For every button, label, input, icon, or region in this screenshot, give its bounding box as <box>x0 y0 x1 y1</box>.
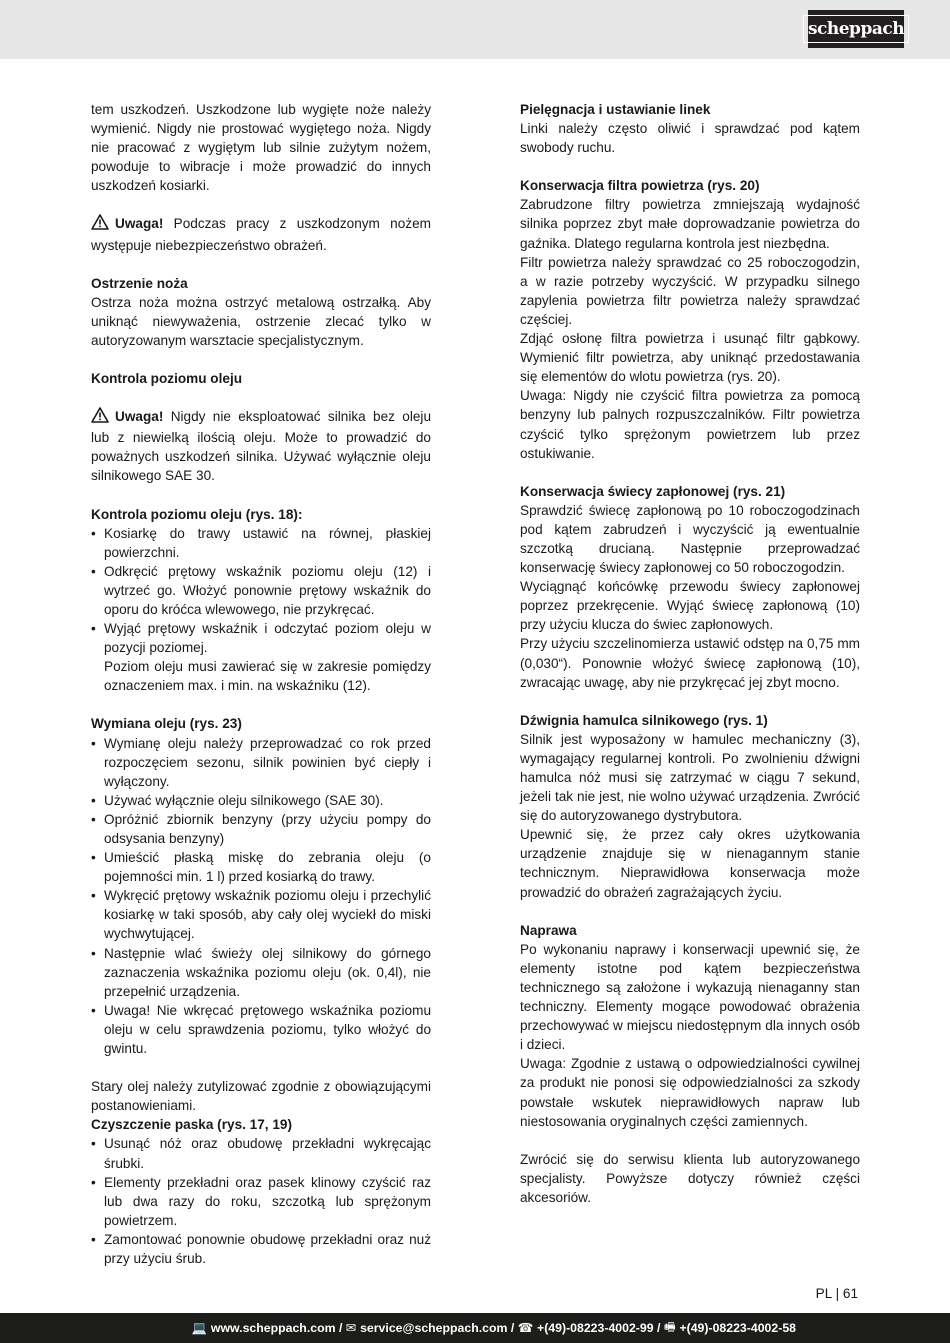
sharpen-heading: Ostrzenie noża <box>91 275 188 291</box>
warning-text: Podczas pracy z uszkodzonym nożem występuje niebezpieczeństwo obrażeń. <box>91 216 431 253</box>
list-item: • Kosiarkę do trawy ustawić na równej, płaskiej powierzchni. <box>91 524 431 562</box>
filter-heading: Konserwacja filtra powietrza (rys. 20) <box>520 178 760 194</box>
warning-triangle-icon <box>91 407 109 428</box>
warning-triangle-icon <box>91 214 109 235</box>
page-footer <box>0 1313 950 1343</box>
list-item-text: Wyjąć prętowy wskaźnik i odczytać poziom oleju w pozycji poziomej. <box>104 621 431 656</box>
filter-paragraph: Filtr powietrza należy sprawdzać co 25 roboczogodzin, a w razie potrzeby wyczyścić. W przypadku silnego zapylenia powietrza filtr powietrza należy sprawdzać częściej. <box>520 254 860 327</box>
warning-blade <box>91 214 431 254</box>
footer-website[interactable]: www.scheppach.com <box>210 1321 336 1335</box>
repair-heading: Naprawa <box>520 922 577 938</box>
left-column <box>91 100 431 1268</box>
filter-paragraph: Uwaga: Nigdy nie czyścić filtra powietrza za pomocą benzyny lub palnych rozpuszczalników. Filtr powietrza czyścić tylko sprężonym powietrzem lub przez ostukiwanie. <box>520 388 860 461</box>
computer-icon: 💻 <box>191 1320 207 1335</box>
spark-plug-paragraph: Sprawdzić świecę zapłonową po 10 roboczogodzinach pod kątem zabrudzeń i wyczyścić ją ewentualnie szczotką drucianą. Następnie przeprowadzać konserwację świecy zapłonowej co 50 roboczogodzin. <box>520 502 860 576</box>
brand-logo <box>808 10 904 48</box>
oil-change-list <box>91 734 431 1059</box>
list-item: • Zamontować ponownie obudowę przekładni oraz nuż przy użyciu śrub. <box>91 1230 431 1268</box>
belt-heading: Czyszczenie paska (rys. 17, 19) <box>91 1117 292 1133</box>
intro-paragraph: tem uszkodzeń. Uszkodzone lub wygięte noże należy wymienić. Nigdy nie prostować wygiętego noża. Nigdy nie pracować z wygiętym lub silnie zużytym nożem, powoduje to wibracje i może prowadzić do innych uszkodzeń kosiarki. <box>91 102 431 194</box>
spark-plug-paragraph: Wyciągnąć końcówkę przewodu świecy zapłonowej poprzez przekręcenie. Wyjąć świecę zapłonową (10) przy użyciu klucza do świec zapłonowych. <box>520 579 860 633</box>
cables-heading: Pielęgnacja i ustawianie linek <box>520 102 711 117</box>
footer-email[interactable]: service@scheppach.com <box>360 1321 508 1335</box>
page-number: PL | 61 <box>815 1286 858 1301</box>
right-column <box>520 100 860 1207</box>
brake-paragraph: Silnik jest wyposażony w hamulec mechaniczny (3), wymagający regularnej kontroli. Po zwolnieniu dźwigni hamulca nóż musi się zatrzymać w ciągu 7 sekund, jeżeli tak nie jest, nie wolno używać urządzenia. Zwrócić się do autoryzowanego dystrybutora. <box>520 731 860 824</box>
list-item: • Wymianę oleju należy przeprowadzać co rok przed rozpoczęciem sezonu, silnik powinien być ciepły i wyłączony. <box>91 734 431 791</box>
filter-paragraph: Zdjąć osłonę filtra powietrza i usunąć filtr gąbkowy. Wymienić filtr powietrza, aby uniknąć przedostawania się elementów do wlotu powietrza (rys. 20). <box>520 331 860 385</box>
sharpen-paragraph: Ostrza noża można ostrzyć metalową ostrzałką. Aby uniknąć niewyważenia, ostrzenie zlecać tylko w autoryzowanym warsztacie specjalistycznym. <box>91 294 431 348</box>
oil-check-list <box>91 524 431 696</box>
repair-paragraph: Po wykonaniu naprawy i konserwacji upewnić się, że elementy istotne pod kątem bezpieczeństwa technicznego są założone i wykazują nienaganny stan techniczny. Elementy mogące powodować obrażenia przechowywać w miejscu niedostępnym dla innych osób i dzieci. <box>520 941 860 1053</box>
spark-plug-paragraph: Przy użyciu szczelinomierza ustawić odstęp na 0,75 mm (0,030“). Ponownie włożyć świecę zapłonową (10), zwracając uwagę, aby nie przykręcać jej zbyt mocno. <box>520 636 860 690</box>
footer-separator: / <box>507 1321 518 1335</box>
list-item <box>91 619 431 695</box>
oil-level-note: Poziom oleju musi zawierać się w zakresie pomiędzy oznaczeniem max. i min. na wskaźniku (12). <box>104 659 431 694</box>
list-item: • Używać wyłącznie oleju silnikowego (SAE 30). <box>91 791 431 810</box>
warning-oil <box>91 407 431 485</box>
fax-icon: 🖷 <box>663 1319 676 1334</box>
warning-label: Uwaga! <box>115 409 164 425</box>
service-paragraph: Zwrócić się do serwisu klienta lub autoryzowanego specjalisty. Powyższe dotyczy również części akcesoriów. <box>520 1151 860 1205</box>
list-item: • Usunąć nóż oraz obudowę przekładni wykręcając śrubki. <box>91 1134 431 1172</box>
filter-paragraph: Zabrudzone filtry powietrza zmniejszają wydajność silnika poprzez zbyt małe doprowadzanie powietrza do gaźnika. Dlatego regularna kontrola jest niezbędna. <box>520 197 860 251</box>
brake-paragraph: Upewnić się, że przez cały okres użytkowania urządzenie znajduje się w nienagannym stanie technicznym. Nieprawidłowa konserwacja może prowadzić do obrażeń zagrażających życiu. <box>520 827 860 900</box>
footer-separator: / <box>335 1321 346 1335</box>
list-item: • Następnie wlać świeży olej silnikowy do górnego zaznaczenia wskaźnika poziomu oleju (ok. 0,4l), nie przepełnić urządzenia. <box>91 944 431 1001</box>
belt-list <box>91 1134 431 1268</box>
list-item: • Odkręcić prętowy wskaźnik poziomu oleju (12) i wytrzeć go. Włożyć ponownie prętowy wskaźnik do oporu do króćca wlewowego, nie przykręcać. <box>91 562 431 619</box>
spark-plug-heading: Konserwacja świecy zapłonowej (rys. 21) <box>520 483 786 499</box>
page-header <box>0 0 950 59</box>
list-item: • Opróżnić zbiornik benzyny (przy użyciu pompy do odsysania benzyny) <box>91 810 431 848</box>
footer-fax: +(49)-08223-4002-58 <box>679 1321 796 1335</box>
oil-check-heading: Kontrola poziomu oleju <box>91 371 243 387</box>
warning-label: Uwaga! <box>115 216 164 232</box>
brake-heading: Dźwignia hamulca silnikowego (rys. 1) <box>520 712 768 728</box>
footer-separator: / <box>653 1321 664 1335</box>
footer-phone[interactable]: +(49)-08223-4002-99 <box>537 1321 654 1335</box>
list-item: • Umieścić płaską miskę do zebrania oleju (o pojemności min. 1 l) przed kosiarką do trawy. <box>91 848 431 886</box>
phone-icon: ☎ <box>517 1321 534 1335</box>
oil-check-18-heading: Kontrola poziomu oleju (rys. 18): <box>91 506 303 522</box>
disposal-paragraph: Stary olej należy zutylizować zgodnie z obowiązującymi postanowieniami. <box>91 1079 431 1114</box>
cables-paragraph: Linki należy często oliwić i sprawdzać pod kątem swobody ruchu. <box>520 121 860 156</box>
repair-paragraph: Uwaga: Zgodnie z ustawą o odpowiedzialności cywilnej za produkt nie ponosi się odpowiedzialności za szkody powstałe wskutek nieprawidłowych napraw lub niestosowania oryginalnych części zamiennych. <box>520 1056 860 1129</box>
brand-logo-text: scheppach <box>803 15 909 43</box>
list-item: • Elementy przekładni oraz pasek klinowy czyścić raz lub dwa razy do roku, szczotką lub sprężonym powietrzem. <box>91 1173 431 1230</box>
mail-icon: ✉ <box>345 1321 357 1335</box>
list-item: • Uwaga! Nie wkręcać prętowego wskaźnika poziomu oleju w celu sprawdzenia poziomu, tylko włożyć do gwintu. <box>91 1001 431 1058</box>
list-item: • Wykręcić prętowy wskaźnik poziomu oleju i przechylić kosiarkę w taki sposób, aby cały olej wyciekł do miski wychwytującej. <box>91 886 431 943</box>
oil-change-heading: Wymiana oleju (rys. 23) <box>91 716 242 732</box>
warning-text: Nigdy nie eksploatować silnika bez oleju lub z niewielką ilością oleju. Może to prowadzić do poważnych uszkodzeń silnika. Używać wyłącznie oleju silnikowego SAE 30. <box>91 409 432 484</box>
